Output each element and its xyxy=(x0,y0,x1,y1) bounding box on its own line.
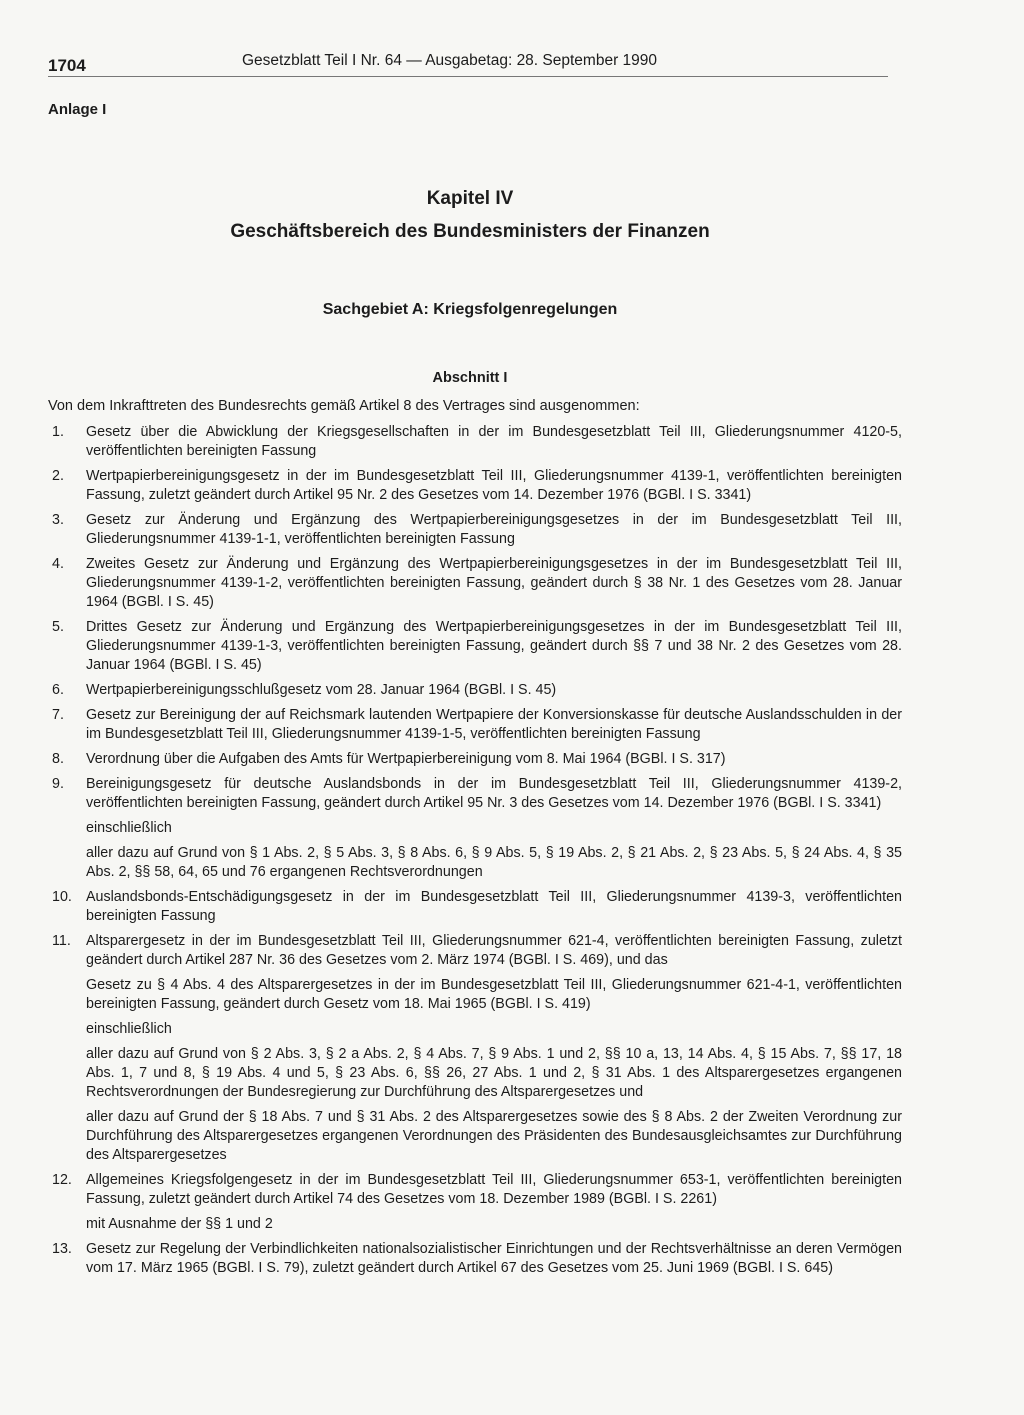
chapter-subtitle: Geschäftsbereich des Bundesministers der Finanzen xyxy=(230,221,710,242)
item-body xyxy=(86,775,902,882)
list-item xyxy=(52,467,902,505)
intro-paragraph: Von dem Inkrafttreten des Bundesrechts gemäß Artikel 8 des Vertrages sind ausgenommen: xyxy=(48,398,640,414)
item-number: 9. xyxy=(52,776,64,792)
item-text: Drittes Gesetz zur Änderung und Ergänzung des Wertpapierbereinigungsgesetzes in der im Bundesgesetzblatt Teil III, Gliederungsnummer 4139-1-3, veröffentlichten bereinigten Fassung, geändert durch §§ 7 und 38 Nr. 2 des Gesetzes vom 28. Januar 1964 (BGBl. I S. 45) xyxy=(86,619,902,673)
item-body xyxy=(86,1171,902,1234)
item-number: 1. xyxy=(52,424,64,440)
item-text: Gesetz zur Änderung und Ergänzung des Wertpapierbereinigungsgesetzes in der im Bundesgesetzblatt Teil III, Gliederungsnummer 4139-1-1, veröffentlichten bereinigten Fassung xyxy=(86,512,902,547)
subject-area-heading: Sachgebiet A: Kriegsfolgenregelungen xyxy=(322,301,618,318)
item-text: Gesetz über die Abwicklung der Kriegsgesellschaften in der im Bundesgesetzblatt Teil III, Gliederungsnummer 4120-5, veröffentlichten bereinigten Fassung xyxy=(86,424,902,459)
chapter-title: Kapitel IV xyxy=(426,188,514,209)
annex-label: Anlage I xyxy=(48,101,107,118)
item-text: Zweites Gesetz zur Änderung und Ergänzung des Wertpapierbereinigungsgesetzes in der im Bundesgesetzblatt Teil III, Gliederungsnummer 4139-1-2, veröffentlichten bereinigten Fassung, geändert durch § 38 Nr. 1 des Gesetzes vom 28. Januar 1964 (BGBl. I S. 45) xyxy=(86,556,902,610)
list-item xyxy=(52,706,902,744)
list-item xyxy=(52,750,902,769)
section-heading: Abschnitt I xyxy=(432,370,508,386)
list-item xyxy=(52,888,902,926)
item-body xyxy=(86,932,902,1165)
item-text: Bereinigungsgesetz für deutsche Auslandsbonds in der im Bundesgesetzblatt Teil III, Gliederungsnummer 4139-2, veröffentlichten bereinigten Fassung, geändert durch Artikel 95 Nr. 3 des Gesetzes vom 14. Dezember 1976 (BGBl. I S. 3341) xyxy=(86,776,902,811)
item-qualifier: einschließlich xyxy=(86,820,172,836)
item-number: 2. xyxy=(52,468,64,484)
item-text: Wertpapierbereinigungsschlußgesetz vom 28. Januar 1964 (BGBl. I S. 45) xyxy=(86,682,557,698)
item-text: Allgemeines Kriegsfolgengesetz in der im Bundesgesetzblatt Teil III, Gliederungsnummer 653-1, veröffentlichten bereinigten Fassung, zuletzt geändert durch Artikel 74 des Gesetzes vom 18. Dezember 1989 (BGBl. I S. 2261) xyxy=(86,1172,902,1207)
list-item xyxy=(52,1171,902,1234)
page-number: 1704 xyxy=(48,56,86,75)
list-item xyxy=(52,932,902,1165)
item-number: 3. xyxy=(52,512,64,528)
item-number: 10. xyxy=(52,889,72,905)
running-head: Gesetzblatt Teil I Nr. 64 — Ausgabetag: 28. September 1990 xyxy=(242,52,658,69)
list-item xyxy=(52,511,902,549)
item-number: 5. xyxy=(52,619,64,635)
list-item xyxy=(52,775,902,882)
list-item xyxy=(52,555,902,612)
item-subclause: aller dazu auf Grund von § 1 Abs. 2, § 5 Abs. 3, § 8 Abs. 6, § 9 Abs. 5, § 19 Abs. 2, § 21 Abs. 2, § 23 Abs. 5, § 24 Abs. 4, § 35 Abs. 2, §§ 58, 64, 65 und 76 ergangenen Rechtsverordnungen xyxy=(86,845,902,880)
item-number: 7. xyxy=(52,707,64,723)
item-text: Verordnung über die Aufgaben des Amts für Wertpapierbereinigung vom 8. Mai 1964 (BGBl. I S. 317) xyxy=(86,751,726,767)
item-text-continued: Gesetz zu § 4 Abs. 4 des Altsparergesetzes in der im Bundesgesetzblatt Teil III, Gliederungsnummer 621-4-1, veröffentlichten bereinigten Fassung, geändert durch Gesetz vom 18. Mai 1965 (BGBl. I S. 419) xyxy=(86,977,902,1012)
item-number: 11. xyxy=(52,933,71,949)
item-text: Gesetz zur Regelung der Verbindlichkeiten nationalsozialistischer Einrichtungen und der Rechtsverhältnisse an deren Vermögen vom 17. März 1965 (BGBl. I S. 79), zuletzt geändert durch Artikel 67 des Gesetzes vom 25. Juni 1969 (BGBl. I S. 645) xyxy=(86,1241,902,1276)
item-subclause: aller dazu auf Grund der § 18 Abs. 7 und § 31 Abs. 2 des Altsparergesetzes sowie des § 8 Abs. 2 der Zweiten Verordnung zur Durchführung des Altsparergesetzes ergangenen Verordnungen des Präsidenten des Bundesausgleichsamtes zur Durchführung des Altsparergesetzes xyxy=(86,1109,902,1163)
list-item xyxy=(52,423,902,461)
page-header xyxy=(48,50,888,77)
list-item xyxy=(52,681,902,700)
item-number: 8. xyxy=(52,751,64,767)
item-text: Wertpapierbereinigungsgesetz in der im Bundesgesetzblatt Teil III, Gliederungsnummer 4139-1, veröffentlichten bereinigten Fassung, zuletzt geändert durch Artikel 95 Nr. 2 des Gesetzes vom 14. Dezember 1976 (BGBl. I S. 3341) xyxy=(86,468,902,503)
list-item xyxy=(52,1240,902,1278)
item-text: Altsparergesetz in der im Bundesgesetzblatt Teil III, Gliederungsnummer 621-4, veröffentlichten bereinigten Fassung, zuletzt geändert durch Artikel 287 Nr. 36 des Gesetzes vom 2. März 1974 (BGBl. I S. 469), und das xyxy=(86,933,902,968)
item-number: 4. xyxy=(52,556,64,572)
item-text: Gesetz zur Bereinigung der auf Reichsmark lautenden Wertpapiere der Konversionskasse für deutsche Auslandsschulden in der im Bundesgesetzblatt Teil III, Gliederungsnummer 4139-1-5, veröffentlichten bereinigten Fassung xyxy=(86,707,902,742)
item-number: 13. xyxy=(52,1241,72,1257)
item-qualifier: mit Ausnahme der §§ 1 und 2 xyxy=(86,1216,273,1232)
item-text: Auslandsbonds-Entschädigungsgesetz in der im Bundesgesetzblatt Teil III, Gliederungsnummer 4139-3, veröffentlichten bereinigten Fassung xyxy=(86,889,902,924)
item-number: 6. xyxy=(52,682,64,698)
item-number: 12. xyxy=(52,1172,72,1188)
item-qualifier: einschließlich xyxy=(86,1021,172,1037)
list-item xyxy=(52,618,902,675)
exemption-list xyxy=(52,423,902,1284)
item-subclause: aller dazu auf Grund von § 2 Abs. 3, § 2 a Abs. 2, § 4 Abs. 7, § 9 Abs. 1 und 2, §§ 10 a, 13, 14 Abs. 4, § 15 Abs. 7, §§ 17, 18 Abs. 1, 7 und 8, § 19 Abs. 4 und 5, § 23 Abs. 6, §§ 26, 27 Abs. 1 und 2, § 31 Abs. 1 des Altsparergesetzes ergangenen Rechtsverordnungen der Bundesregierung zur Durchführung des Altsparergesetzes und xyxy=(86,1046,902,1100)
